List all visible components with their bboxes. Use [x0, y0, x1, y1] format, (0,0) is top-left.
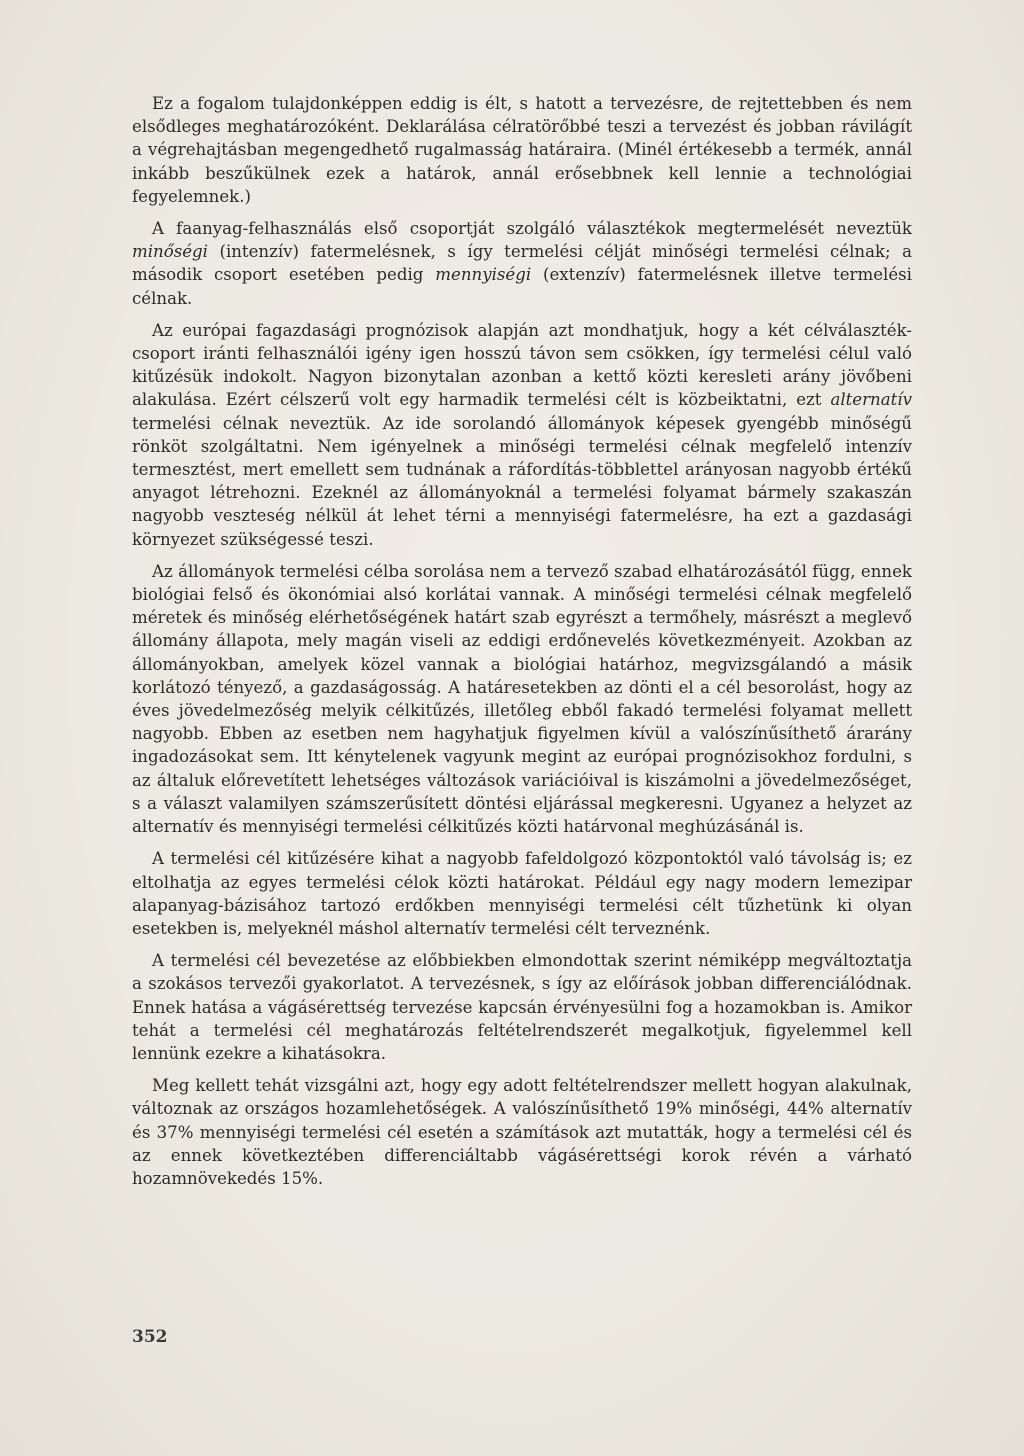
paragraph-text: termelési célnak neveztük. Az ide sorolandó állományok képesek gyengébb minőségű rönköt szolgáltatni. Nem igényelnek a minőségi termelési célnak megfelelő intenzív termesztést, mert emellett sem tudnának a ráfordítás-többlettel arányosan nagyobb értékű anyagot létrehozni. Ezeknél az állományoknál a termelési folyamat bármely szakaszán nagyobb veszteség nélkül át lehet térni a mennyiségi fatermelésre, ha ezt a gazdasági környezet szükségessé teszi.	[132, 413, 912, 549]
body-text	[132, 92, 912, 1199]
paragraph	[132, 560, 912, 838]
italic-term: mennyiségi	[435, 265, 532, 285]
paragraph-text: A termelési cél kitűzésére kihat a nagyobb fafeldolgozó központoktól való távolság is; ez eltolhatja az egyes termelési célok közti határokat. Például egy nagy modern lemezipar alapanyag-bázisához tartozó erdőkben mennyiségi termelési célt tűzhetünk ki olyan esetekben is, melyeknél máshol alternatív termelési célt terveznénk.	[132, 849, 912, 938]
paragraph-text: (extenzív) fatermelésnek illetve termelési célnak.	[132, 265, 912, 308]
paragraph	[132, 949, 912, 1065]
paragraph	[132, 1074, 912, 1190]
paragraph	[132, 92, 912, 208]
paragraph-text: Az európai fagazdasági prognózisok alapján azt mondhatjuk, hogy a két célválaszték-csoport iránti felhasználói igény igen hosszú távon sem csökken, így termelési célul való kitűzésük indokolt. Nagyon bizonytalan azonban a kettő közti keresleti arány jövőbeni alakulása. Ezért célszerű volt egy harmadik termelési célt is közbeiktatni, ezt	[132, 320, 912, 410]
paragraph-text: A termelési cél bevezetése az előbbiekben elmondottak szerint némiképp megváltoztatja a szokásos tervezői gyakorlatot. A tervezésnek, s így az előírások jobban differenciálódnak. Ennek hatása a vágásérettség tervezése kapcsán érvényesülni fog a hozamokban is. Amikor tehát a termelési cél meghatározás feltételrendszerét megalkotjuk, figyelemmel kell lennünk ezekre a kihatásokra.	[132, 951, 912, 1063]
paragraph-text: Meg kellett tehát vizsgálni azt, hogy egy adott feltételrendszer mellett hogyan alakulnak, változnak az országos hozamlehetőségek. A valószínűsíthető 19% minőségi, 44% alternatív és 37% mennyiségi termelési cél esetén a számítások azt mutatták, hogy a termelési cél és az ennek következtében differenciáltabb vágásérettségi korok révén a várható hozamnövekedés 15%.	[132, 1076, 912, 1188]
paragraph	[132, 217, 912, 310]
italic-term: alternatív	[830, 390, 912, 410]
italic-term: minőségi	[132, 242, 208, 262]
paragraph-text: (intenzív) fatermelésnek, s így termelési célját minőségi termelési célnak; a második csoport esetében pedig	[132, 242, 912, 285]
paragraph	[132, 319, 912, 551]
paragraph	[132, 847, 912, 940]
paragraph-text: Ez a fogalom tulajdonképpen eddig is élt, s hatott a tervezésre, de rejtettebben és nem elsődleges meghatározóként. Deklarálása célratörőbbé teszi a tervezést és jobban rávilágít a végrehajtásban megengedhető rugalmasság határaira. (Minél értékesebb a termék, annál inkább beszűkülnek ezek a határok, annál erősebbnek kell lennie a technológiai fegyelemnek.)	[132, 94, 912, 206]
paragraph-text: Az állományok termelési célba sorolása nem a tervező szabad elhatározásától függ, ennek biológiai felső és ökonómiai alsó korlátai vannak. A minőségi termelési célnak megfelelő méretek és minőség elérhetőségének határt szab egyrészt a termőhely, másrészt a meglevő állomány állapota, mely magán viseli az eddigi erdőnevelés következményeit. Azokban az állományokban, amelyek közel vannak a biológiai határhoz, megvizsgálandó a másik korlátozó tényező, a gazdaságosság. A határesetekben az dönti el a cél besorolást, hogy az éves jövedelmezőség melyik célkitűzés, illetőleg ebből fakadó termelési folyamat mellett nagyobb. Ebben az esetben nem hagyhatjuk figyelmen kívül a valószínűsíthető árarány ingadozásokat sem. Itt kénytelenek vagyunk megint az európai prognózisokhoz fordulni, s az általuk előrevetített lehetséges változások variációival is kiszámolni a jövedelmezőséget, s a választ valamilyen számszerűsített döntési eljárással megkeresni. Ugyanez a helyzet az alternatív és mennyiségi termelési célkitűzés közti határvonal meghúzásánál is.	[132, 561, 912, 837]
page-number: 352	[132, 1327, 168, 1347]
paragraph-text: A faanyag-felhasználás első csoportját szolgáló választékok megtermelését neveztük	[152, 219, 912, 239]
